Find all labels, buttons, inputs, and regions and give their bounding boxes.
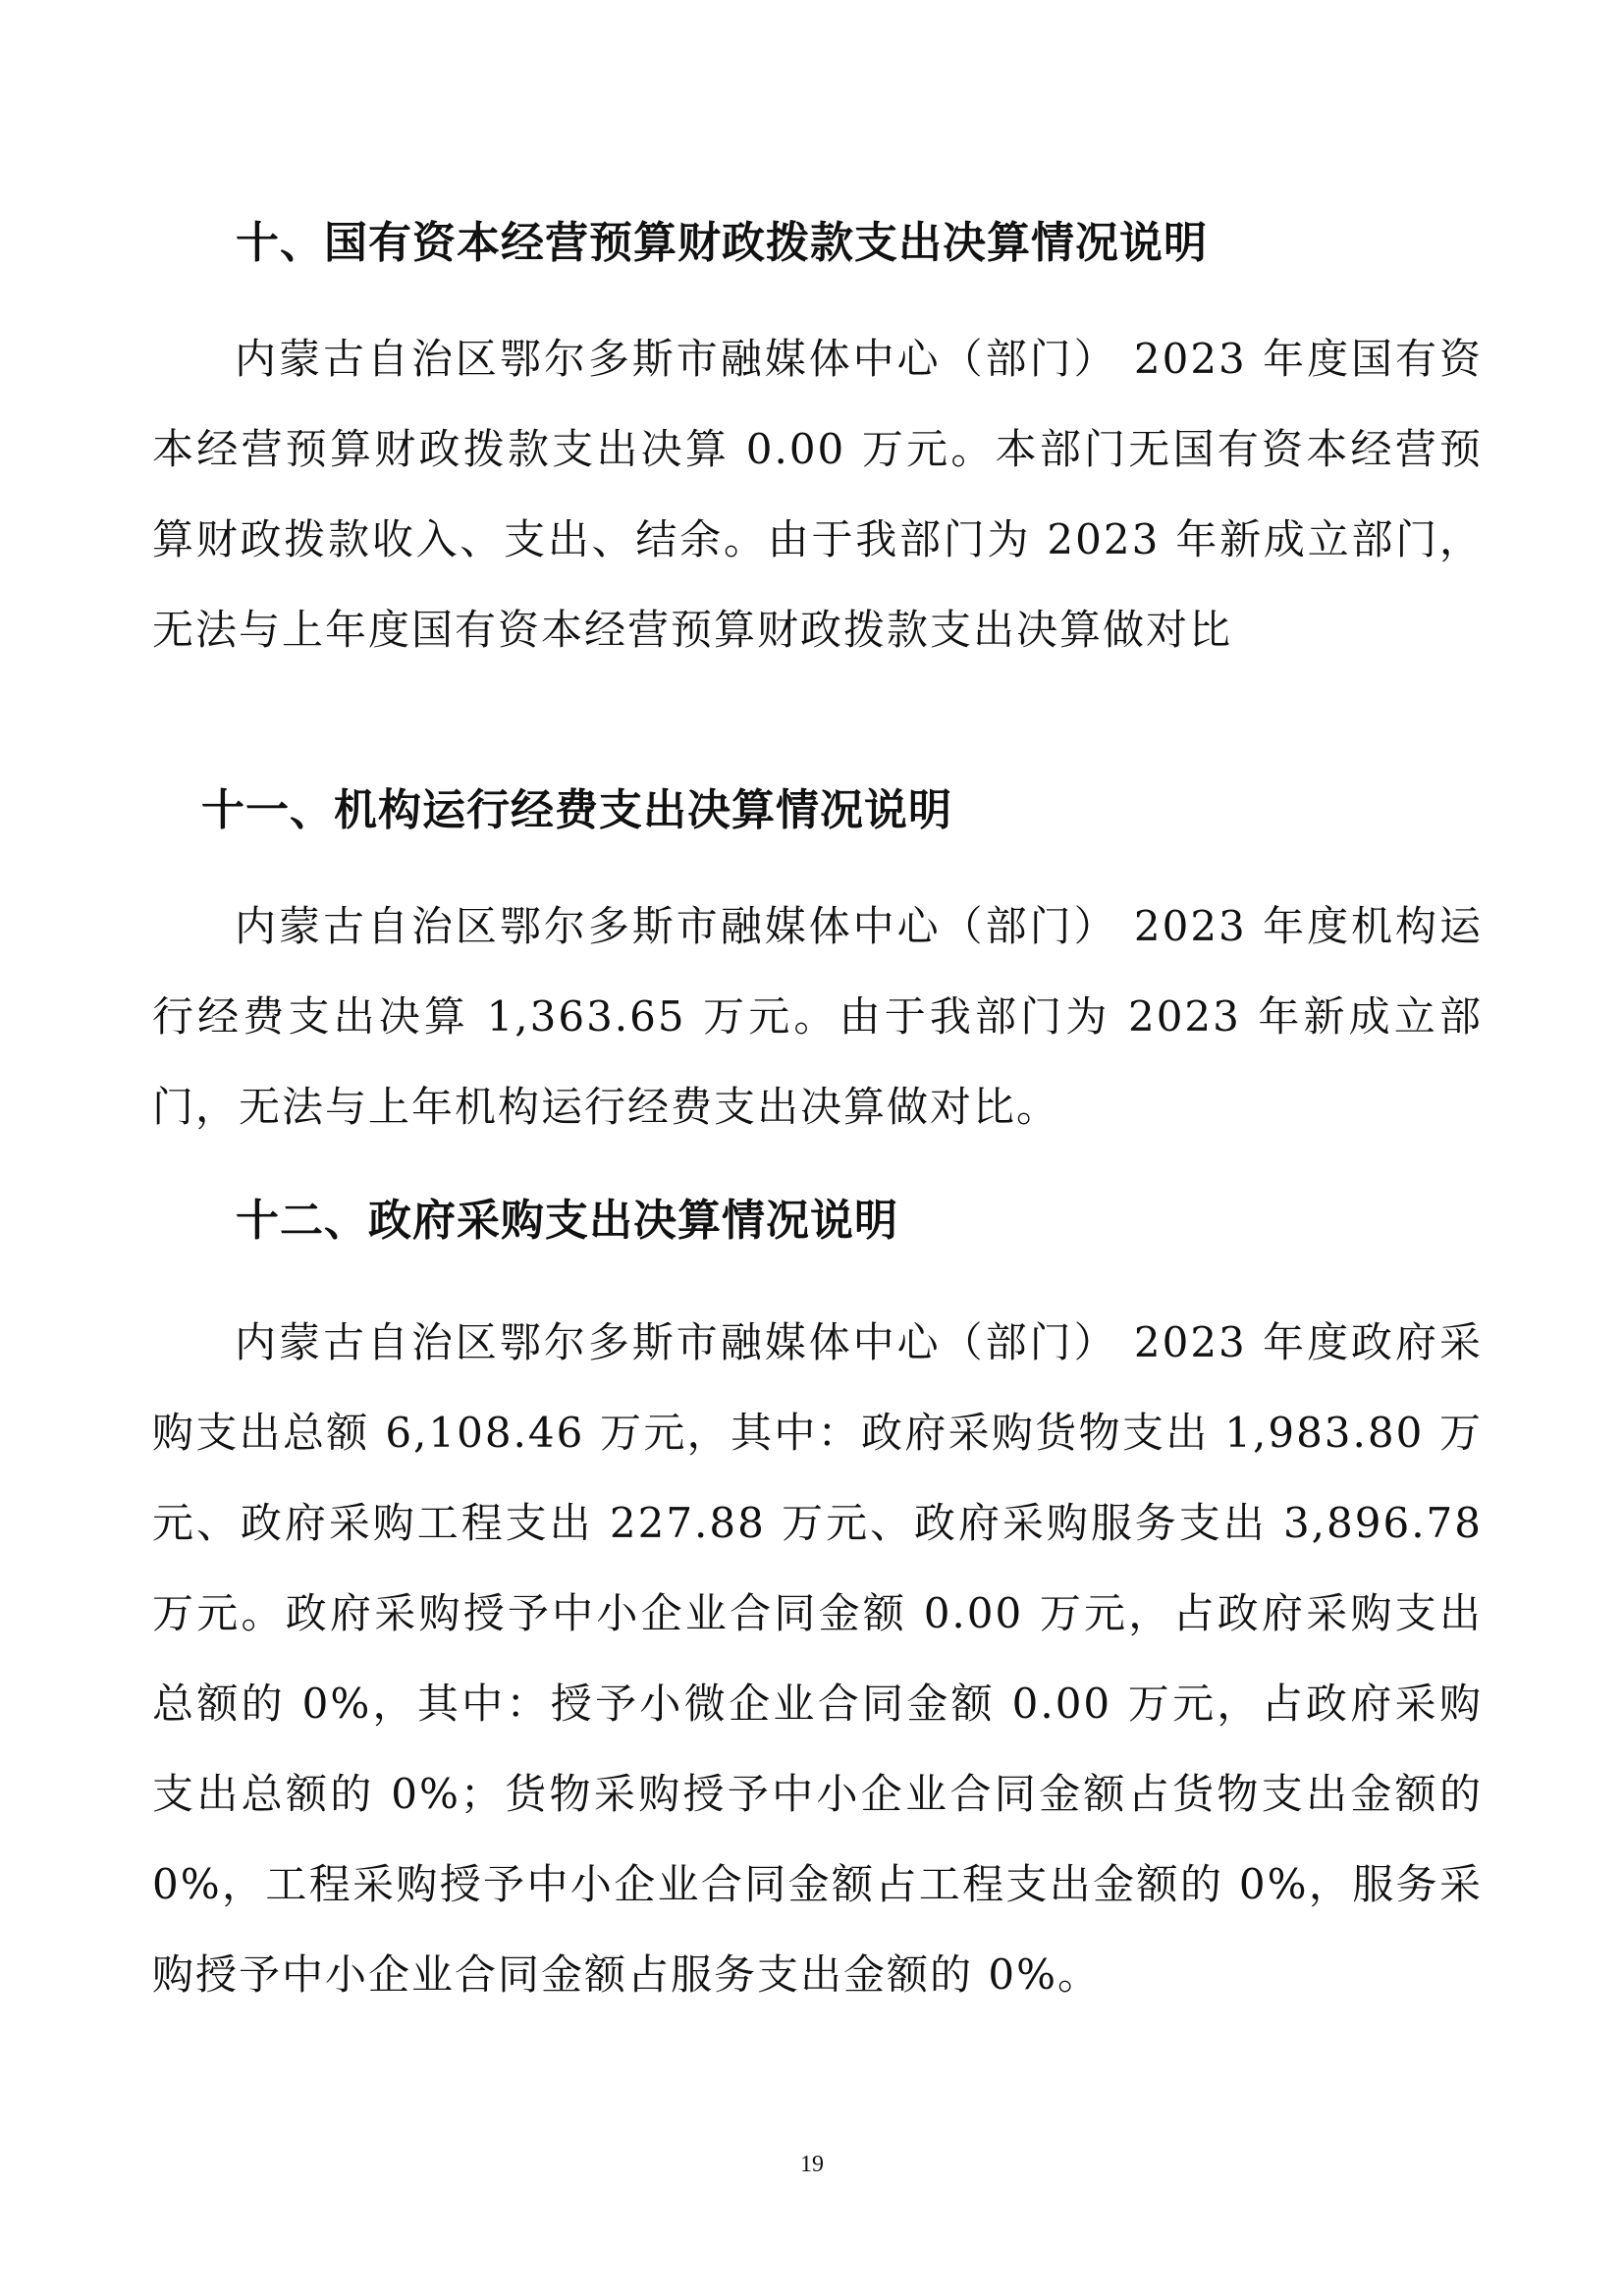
section-paragraph-11: 内蒙古自治区鄂尔多斯市融媒体中心（部门） 2023 年度机构运行经费支出决算 1,363.65 万元。由于我部门为 2023 年新成立部门，无法与上年机构运行经费支出决算做对比。 <box>152 902 1483 1131</box>
page-number: 19 <box>800 2152 824 2177</box>
section-heading-10: 十、国有资本经营预算财政拨款支出决算情况说明 <box>236 218 1208 268</box>
section-heading-11: 十一、机构运行经费支出决算情况说明 <box>201 785 952 835</box>
section-paragraph-10: 内蒙古自治区鄂尔多斯市融媒体中心（部门） 2023 年度国有资本经营预算财政拨款支出决算 0.00 万元。本部门无国有资本经营预算财政拨款收入、支出、结余。由于我部门为 2023 年新成立部门，无法与上年度国有资本经营预算财政拨款支出决算做对比 <box>152 335 1483 654</box>
section-paragraph-12: 内蒙古自治区鄂尔多斯市融媒体中心（部门） 2023 年度政府采购支出总额 6,108.46 万元，其中：政府采购货物支出 1,983.80 万元、政府采购工程支出 227.88 万元、政府采购服务支出 3,896.78 万元。政府采购授予中小企业合同金额 0.00 万元，占政府采购支出总额的 0%，其中：授予小微企业合同金额 0.00 万元，占政府采购支出总额的 0%；货物采购授予中小企业合同金额占货物支出金额的 0%，工程采购授予中小企业合同金额占工程支出金额的 0%，服务采购授予中小企业合同金额占服务支出金额的 0%。 <box>152 1318 1483 1999</box>
section-heading-12: 十二、政府采购支出决算情况说明 <box>236 1196 898 1246</box>
